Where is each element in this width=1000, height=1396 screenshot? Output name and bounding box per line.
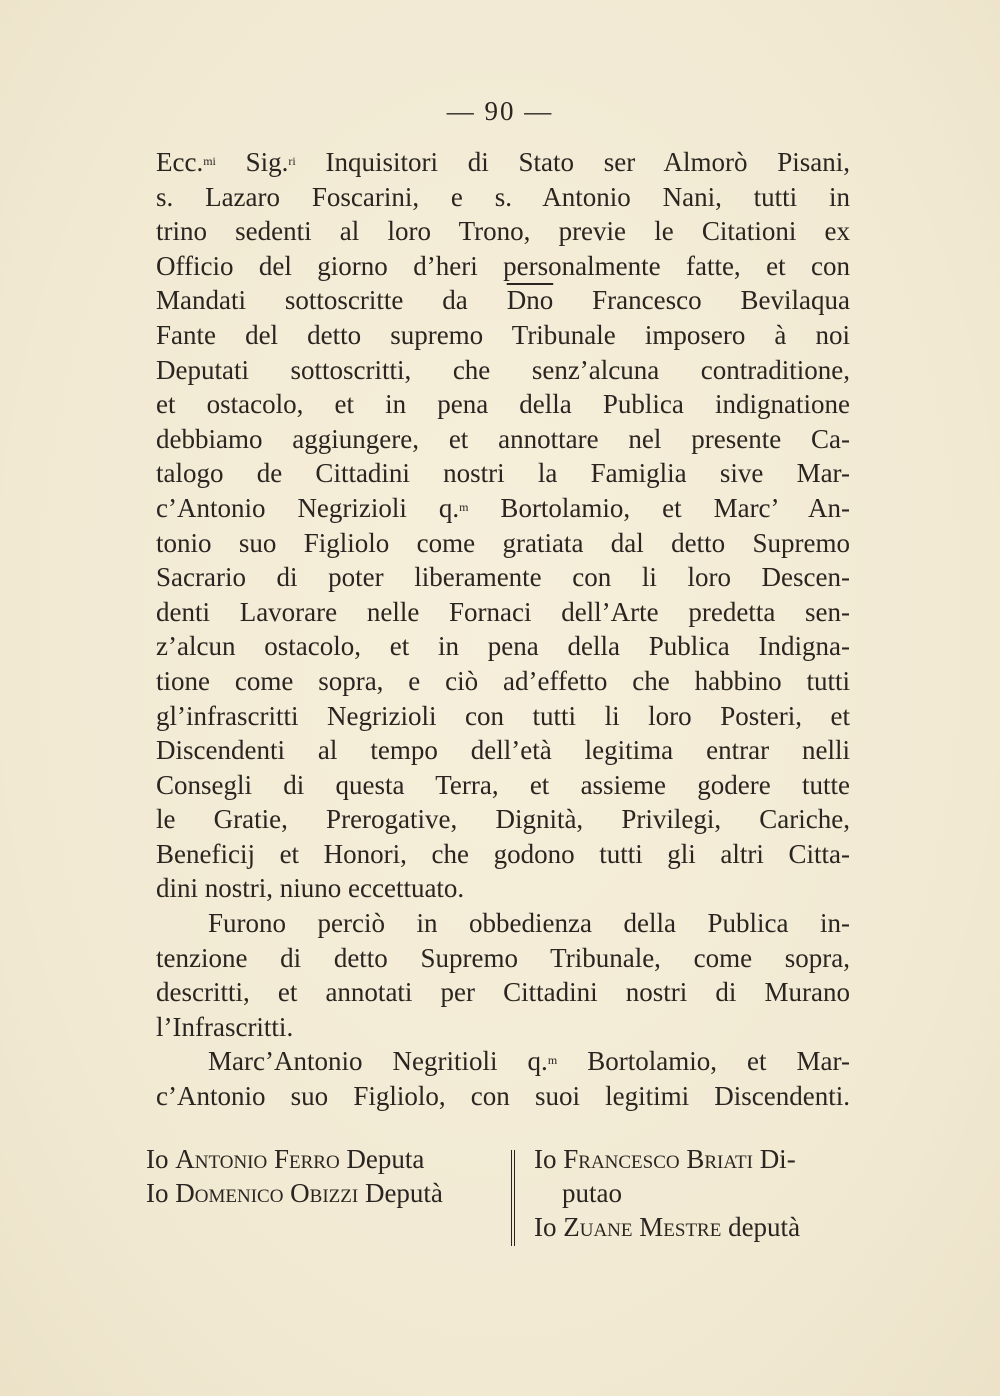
text-line: et ostacolo, et in pena della Publica indignatione [156,389,850,420]
signature-line: putao [562,1178,622,1208]
signature-line: Io Francesco Briati Di- [534,1144,796,1174]
signatory-name: Domenico Obizzi [175,1178,359,1208]
text-line: c’Antonio suo Figliolo, con suoi legitimi Discendenti. [156,1081,850,1112]
text-line: Ecc.$^{mi}$ Sig.$^{ri}$ Inquisitori di Stato ser Almorò Pisani, [156,147,850,177]
text-line: s. Lazaro Foscarini, e s. Antonio Nani, tutti in [156,181,850,212]
text-line: Discendenti al tempo dell’età legitima entrar nelli [156,735,850,766]
text-line: Marc’Antonio Negritioli q.$^m$ Bortolamio, et Mar- [208,1046,850,1077]
body-text [156,145,850,1114]
page-number: — 90 — [446,96,554,126]
signatory-name: Francesco Briati [563,1144,753,1174]
signatory-name: Zuane Mestre [563,1212,722,1242]
text-line: Sacrario di poter liberamente con li loro Descen- [156,562,850,593]
text-line: c’Antonio Negrizioli q.$^m$ Bortolamio, et Marc’ An- [156,492,850,523]
text-line: Mandati sottoscritte da $\overline{Dno}$ Francesco Bevilaqua [156,285,850,316]
text-line: Fante del detto supremo Tribunale imposero à noi [156,319,850,350]
text-line: dini nostri, niuno eccettuato. [156,873,465,904]
text-line: denti Lavorare nelle Fornaci dell’Arte predetta sen- [156,596,850,627]
text-line: Beneficij et Honori, che godono tutti gli altri Citta- [156,838,850,869]
text-line: z’alcun ostacolo, et in pena della Publica Indigna- [156,631,850,662]
text-line: Consegli di questa Terra, et assieme godere tutte [156,769,850,800]
signature-block [146,1142,852,1242]
text-line: tonio suo Figliolo come gratiata dal detto Supremo [156,527,850,558]
text-line: debbiamo aggiungere, et annottare nel presente Ca- [156,423,850,454]
text-line: gl’infrascritti Negrizioli con tutti li loro Posteri, et [156,700,850,731]
signature-line: Io Domenico Obizzi Deputà [146,1178,443,1208]
text-line: Deputati sottoscritti, che senz’alcuna contraditione, [156,354,850,385]
text-line: descritti, et annotati per Cittadini nostri di Murano [156,977,850,1008]
text-line: tenzione di detto Supremo Tribunale, come sopra, [156,942,850,973]
signature-line: Io Antonio Ferro Deputa [146,1144,425,1174]
text-line: trino sedenti al loro Trono, previe le Citationi ex [156,216,850,247]
text-line: talogo de Cittadini nostri la Famiglia sive Mar- [156,458,850,489]
text-line: Officio del giorno d’heri personalmente fatte, et con [156,250,850,281]
text-line: tione come sopra, e ciò ad’effetto che habbino tutti [156,665,850,696]
abbreviation-dno: $\overline{Dno}$ [506,285,554,316]
text-line: Furono perciò in obbedienza della Publica in- [208,908,850,939]
text-line: le Gratie, Prerogative, Dignità, Privilegi, Cariche, [156,804,850,835]
signature-column-right [534,1142,852,1244]
signature-column-left [146,1142,508,1210]
column-divider [511,1150,515,1246]
text-line: l’Infrascritti. [156,1011,294,1042]
signature-line: Io Zuane Mestre deputà [534,1212,801,1242]
signatory-name: Antonio Ferro [175,1144,340,1174]
